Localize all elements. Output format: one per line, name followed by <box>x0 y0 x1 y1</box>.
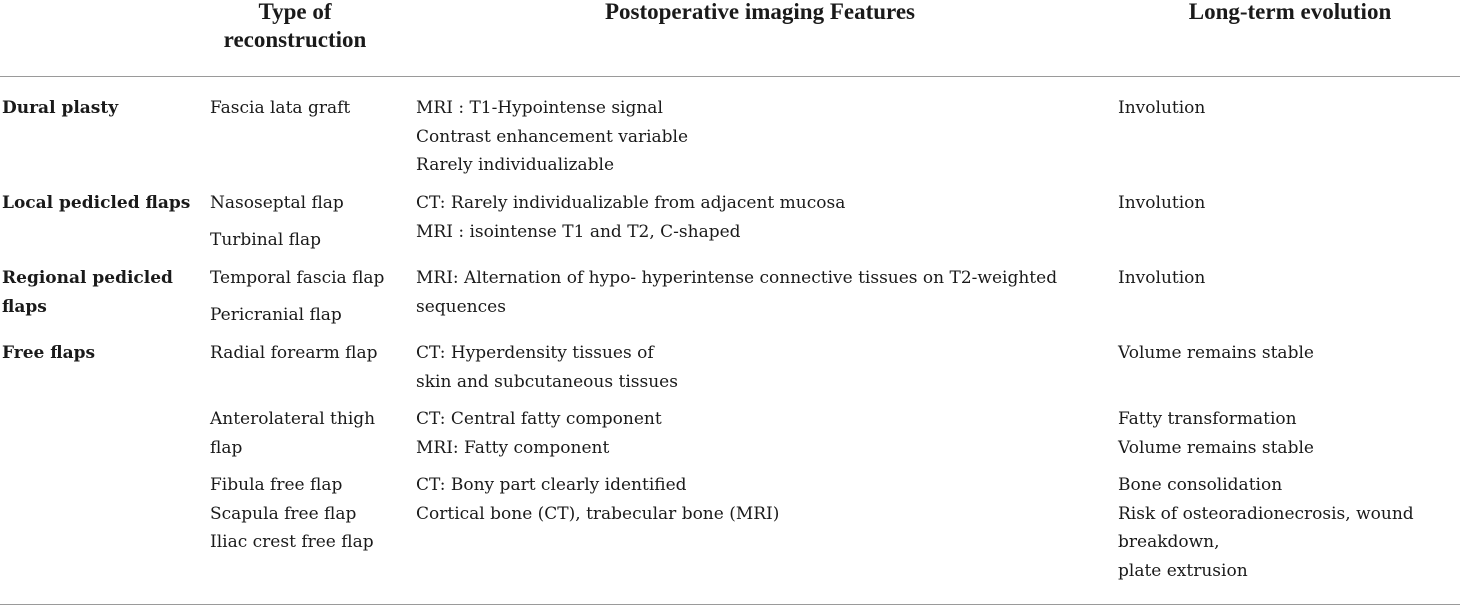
type-cell: Radial forearm flap <box>210 343 378 363</box>
imaging-cell: CT: Central fatty component MRI: Fatty component <box>416 409 662 458</box>
bottom-rule <box>0 604 1460 605</box>
type-cell: Fibula free flap Scapula free flap Iliac crest free flap <box>210 475 374 552</box>
type-cell: Nasoseptal flap Turbinal flap <box>210 193 344 250</box>
evolution-cell: Involution <box>1118 268 1206 288</box>
header-imaging-features: Postoperative imaging Features <box>604 0 916 24</box>
evolution-cell: Bone consolidation Risk of osteoradionecrosis, wound breakdown, plate extrusion <box>1118 475 1414 581</box>
category-local-pedicled-flaps: Local pedicled flaps <box>2 193 191 213</box>
imaging-cell: CT: Rarely individualizable from adjacent mucosa MRI : isointense T1 and T2, C-shaped <box>416 193 846 242</box>
evolution-cell: Involution <box>1118 98 1206 118</box>
imaging-cell: MRI: Alternation of hypo- hyperintense connective tissues on T2-weighted sequences <box>416 268 1058 317</box>
category-dural-plasty: Dural plasty <box>2 98 119 118</box>
imaging-cell: CT: Bony part clearly identified Cortical bone (CT), trabecular bone (MRI) <box>416 475 780 524</box>
header-rule <box>0 76 1460 77</box>
type-cell: Fascia lata graft <box>210 98 351 118</box>
header-type-of-reconstruction <box>180 0 410 54</box>
imaging-cell: CT: Hyperdensity tissues of skin and subcutaneous tissues <box>416 343 678 392</box>
header-type-line1: Type of <box>258 0 332 24</box>
evolution-cell: Volume remains stable <box>1118 343 1314 363</box>
header-long-term-evolution: Long-term evolution <box>1188 0 1392 24</box>
category-free-flaps: Free flaps <box>2 343 96 363</box>
imaging-cell: MRI : T1-Hypointense signal Contrast enhancement variable Rarely individualizable <box>416 98 689 175</box>
type-cell: Anterolateral thigh flap <box>210 409 376 458</box>
evolution-cell: Fatty transformation Volume remains stable <box>1118 409 1314 458</box>
type-cell: Temporal fascia flap Pericranial flap <box>210 268 385 325</box>
category-regional-pedicled-flaps: Regional pedicled flaps <box>2 268 173 317</box>
evolution-cell: Involution <box>1118 193 1206 213</box>
header-type-line2: reconstruction <box>223 27 367 52</box>
